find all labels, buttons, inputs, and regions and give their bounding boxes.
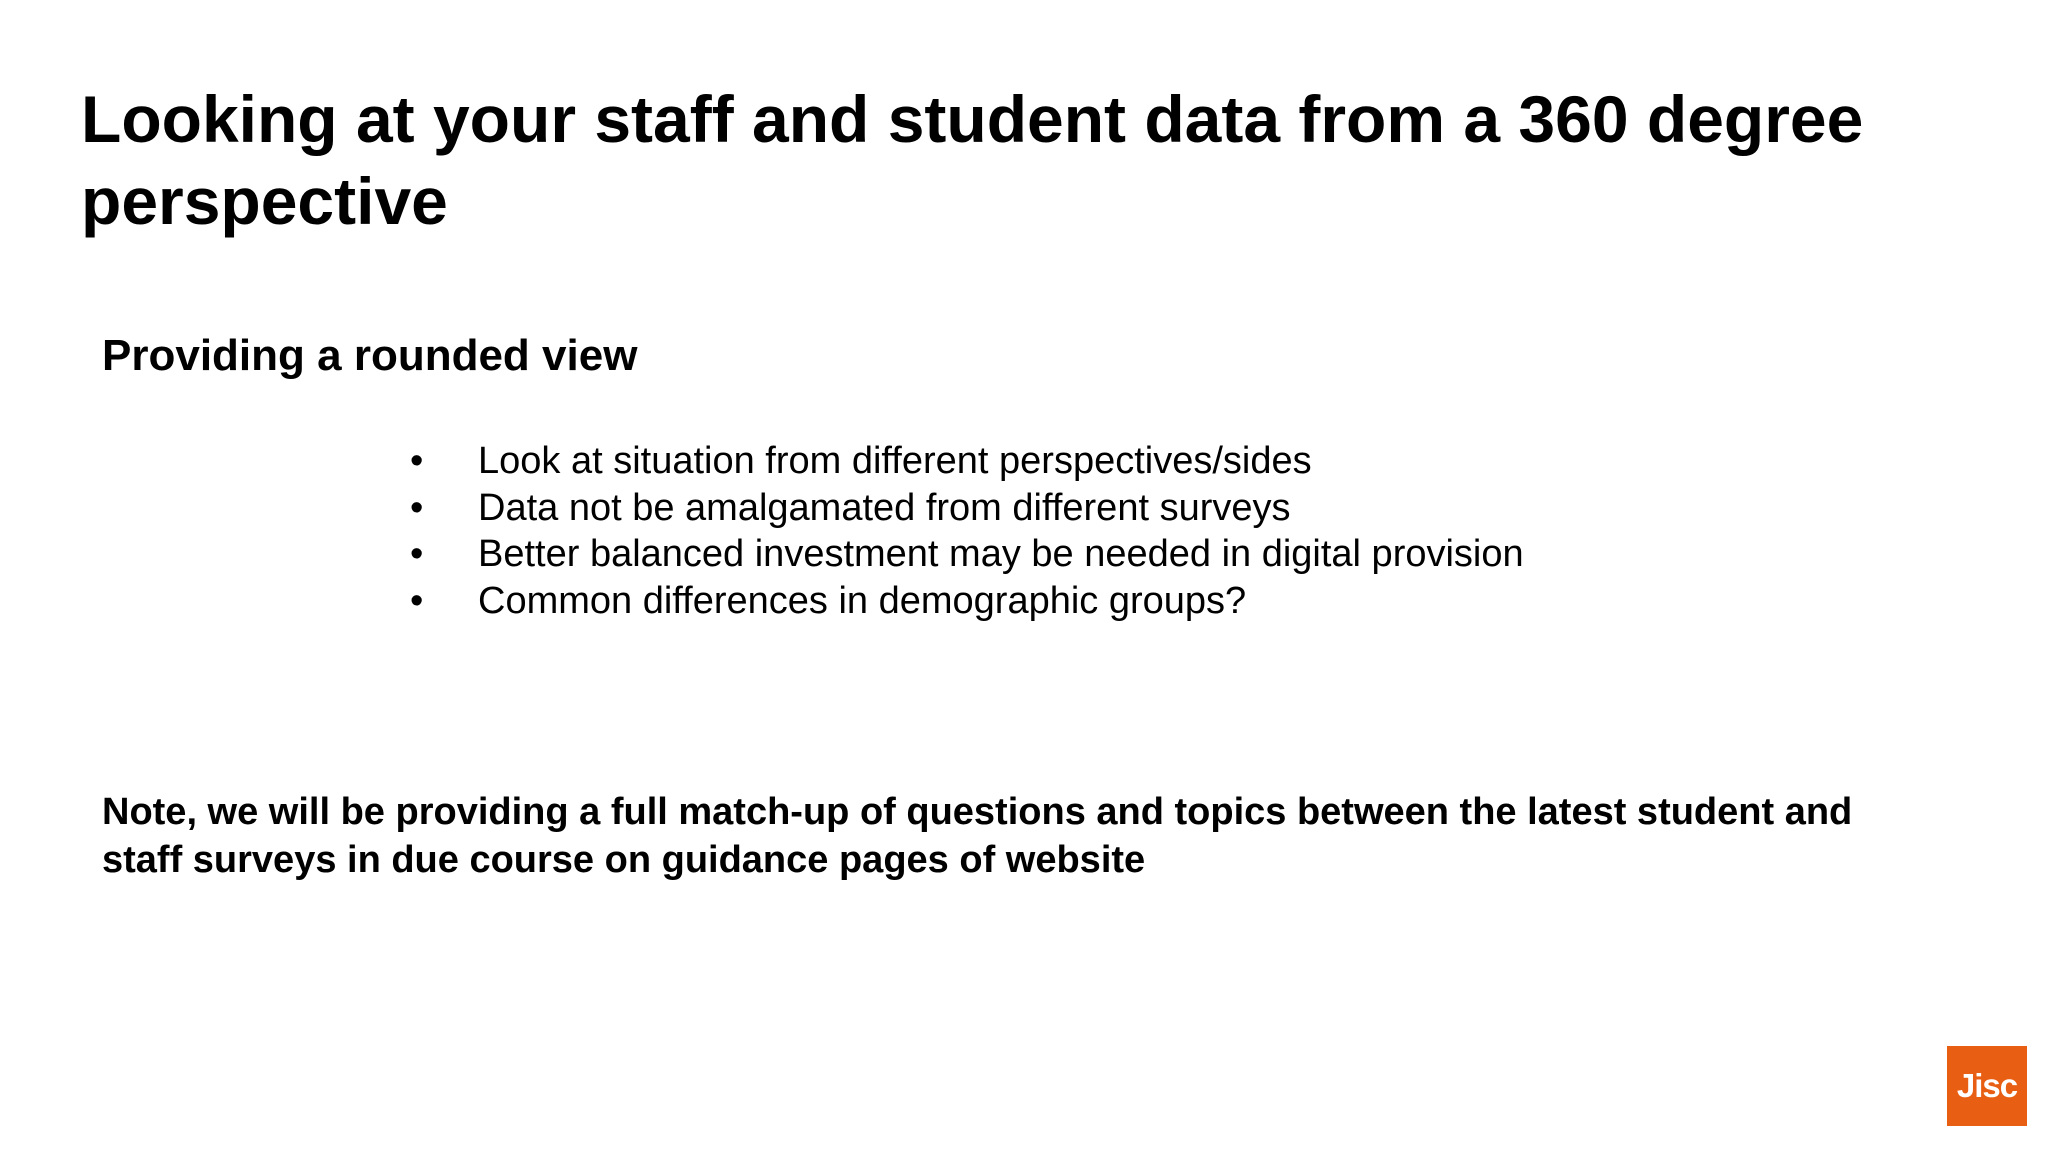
bullet-text: Common differences in demographic groups? xyxy=(478,579,1247,622)
bullet-dot-icon: • xyxy=(410,486,424,529)
slide-note: Note, we will be providing a full match-up of questions and topics between the latest student and staff surveys in due course on guidance pages of website xyxy=(102,791,1853,881)
bullet-dot-icon: • xyxy=(410,533,424,575)
bullet-text: Better balanced investment may be needed in digital provision xyxy=(478,533,1524,575)
bullet-list xyxy=(410,438,1910,624)
bullet-item xyxy=(410,485,1910,532)
slide-title: Looking at your staff and student data from a 360 degree perspective xyxy=(81,82,1864,238)
bullet-item xyxy=(410,578,1910,625)
bullet-item xyxy=(410,531,1910,578)
bullet-text: Look at situation from different perspectives/sides xyxy=(478,440,1312,482)
bullet-dot-icon: • xyxy=(410,579,424,622)
bullet-dot-icon: • xyxy=(410,440,424,482)
slide-subtitle: Providing a rounded view xyxy=(102,331,638,380)
bullet-item xyxy=(410,438,1910,485)
jisc-logo: Jisc xyxy=(1947,1046,2027,1126)
bullet-text: Data not be amalgamated from different surveys xyxy=(478,486,1291,529)
